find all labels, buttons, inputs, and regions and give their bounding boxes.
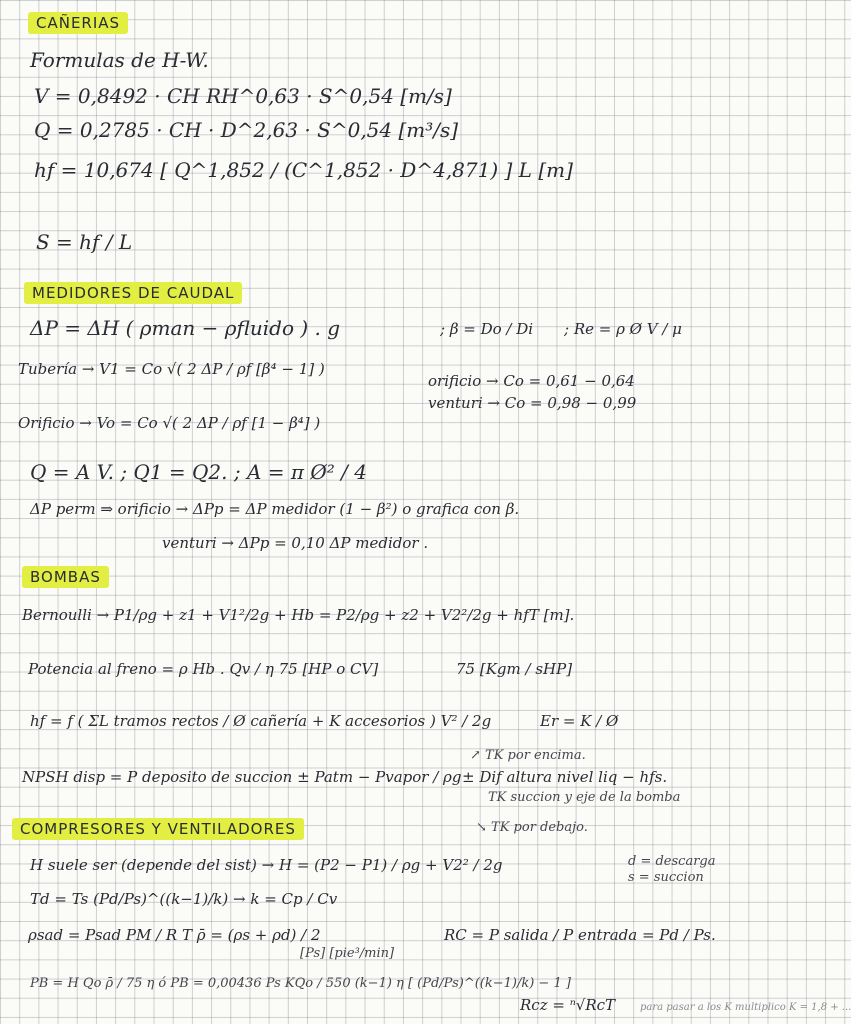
brake-power-unit: 75 [Kgm / sHP] bbox=[456, 660, 573, 678]
bernoulli-formula: Bernoulli → P1/ρg + z1 + V1²/2g + Hb = P2/ρg + z2 + V2²/2g + hfT [m]. bbox=[22, 606, 575, 624]
formulas-title: Formulas de H-W. bbox=[30, 48, 209, 72]
heading-compresores: COMPRESORES Y VENTILADORES bbox=[12, 818, 304, 840]
margin-note: para pasar a los K multiplico K = 1,8 + ... bbox=[640, 1002, 851, 1013]
tk-suction-note: TK succion y eje de la bomba bbox=[488, 790, 681, 805]
orificio-formula: Orificio → Vo = Co √( 2 ΔP / ρf [1 − β⁴] ) bbox=[18, 414, 321, 432]
compression-ratio: RC = P salida / P entrada = Pd / Ps. bbox=[444, 926, 716, 944]
heading-bombas: BOMBAS bbox=[22, 566, 109, 588]
brake-power-formula: Potencia al freno = ρ Hb . Qv / η 75 [HP o CV] bbox=[28, 660, 379, 678]
discharge-temp-formula: Td = Ts (Pd/Ps)^((k−1)/k) → k = Cp / Cv bbox=[30, 890, 338, 908]
slope-formula: S = hf / L bbox=[36, 230, 133, 254]
headloss-formula: hf = 10,674 [ Q^1,852 / (C^1,852 · D^4,871) ] L [m] bbox=[34, 158, 573, 182]
venturi-co: venturi → Co = 0,98 − 0,99 bbox=[428, 394, 637, 412]
head-formula: H suele ser (depende del sist) → H = (P2 − P1) / ρg + V2² / 2g bbox=[30, 856, 503, 874]
brake-power-compressor: PB = H Qo ρ̄ / 75 η ó PB = 0,00436 Ps KQo / 550 (k−1) η [ (Pd/Ps)^((k−1)/k) − 1 ] bbox=[30, 976, 571, 991]
pressure-diff-formula: ΔP = ΔH ( ρman − ρfluido ) . g bbox=[30, 316, 341, 340]
tk-above-note: ↗ TK por encima. bbox=[470, 748, 586, 763]
orificio-co: orificio → Co = 0,61 − 0,64 bbox=[428, 372, 635, 390]
total-ratio-formula: Rcz = ⁿ√RcT bbox=[520, 996, 616, 1014]
friction-loss-formula: hf = f ( ΣL tramos rectos / Ø cañería + K accesorios ) V² / 2g bbox=[30, 712, 492, 730]
relative-roughness: Er = K / Ø bbox=[540, 712, 619, 730]
tuberia-formula: Tubería → V1 = Co √( 2 ΔP / ρf [β⁴ − 1] ) bbox=[18, 360, 325, 378]
velocity-formula: V = 0,8492 · CH RH^0,63 · S^0,54 [m/s] bbox=[34, 84, 452, 108]
heading-canerias: CAÑERIAS bbox=[28, 12, 128, 34]
perm-orificio: ΔP perm ⇒ orificio → ΔPp = ΔP medidor (1 − β²) o grafica con β. bbox=[30, 500, 520, 518]
discharge-suction-legend: d = descarga s = succion bbox=[628, 854, 716, 885]
continuity-formula: Q = A V. ; Q1 = Q2. ; A = π Ø² / 4 bbox=[30, 460, 367, 484]
perm-venturi: venturi → ΔPp = 0,10 ΔP medidor . bbox=[162, 534, 429, 552]
flow-formula: Q = 0,2785 · CH · D^2,63 · S^0,54 [m³/s] bbox=[34, 118, 459, 142]
beta-formula: ; β = Do / Di bbox=[440, 320, 534, 338]
power-units: [Ps] [pie³/min] bbox=[300, 946, 395, 961]
heading-medidores: MEDIDORES DE CAUDAL bbox=[24, 282, 242, 304]
npsh-tail: ± Dif altura nivel liq − hfs. bbox=[462, 768, 668, 786]
npsh-formula: NPSH disp = P deposito de succion ± Patm − Pvapor / ρg bbox=[22, 768, 462, 786]
tk-below-note: ↘ TK por debajo. bbox=[476, 820, 588, 835]
reynolds-formula: ; Re = ρ Ø V / μ bbox=[564, 320, 682, 338]
density-formula: ρsad = Psad PM / R T ρ̄ = (ρs + ρd) / 2 bbox=[28, 926, 321, 944]
